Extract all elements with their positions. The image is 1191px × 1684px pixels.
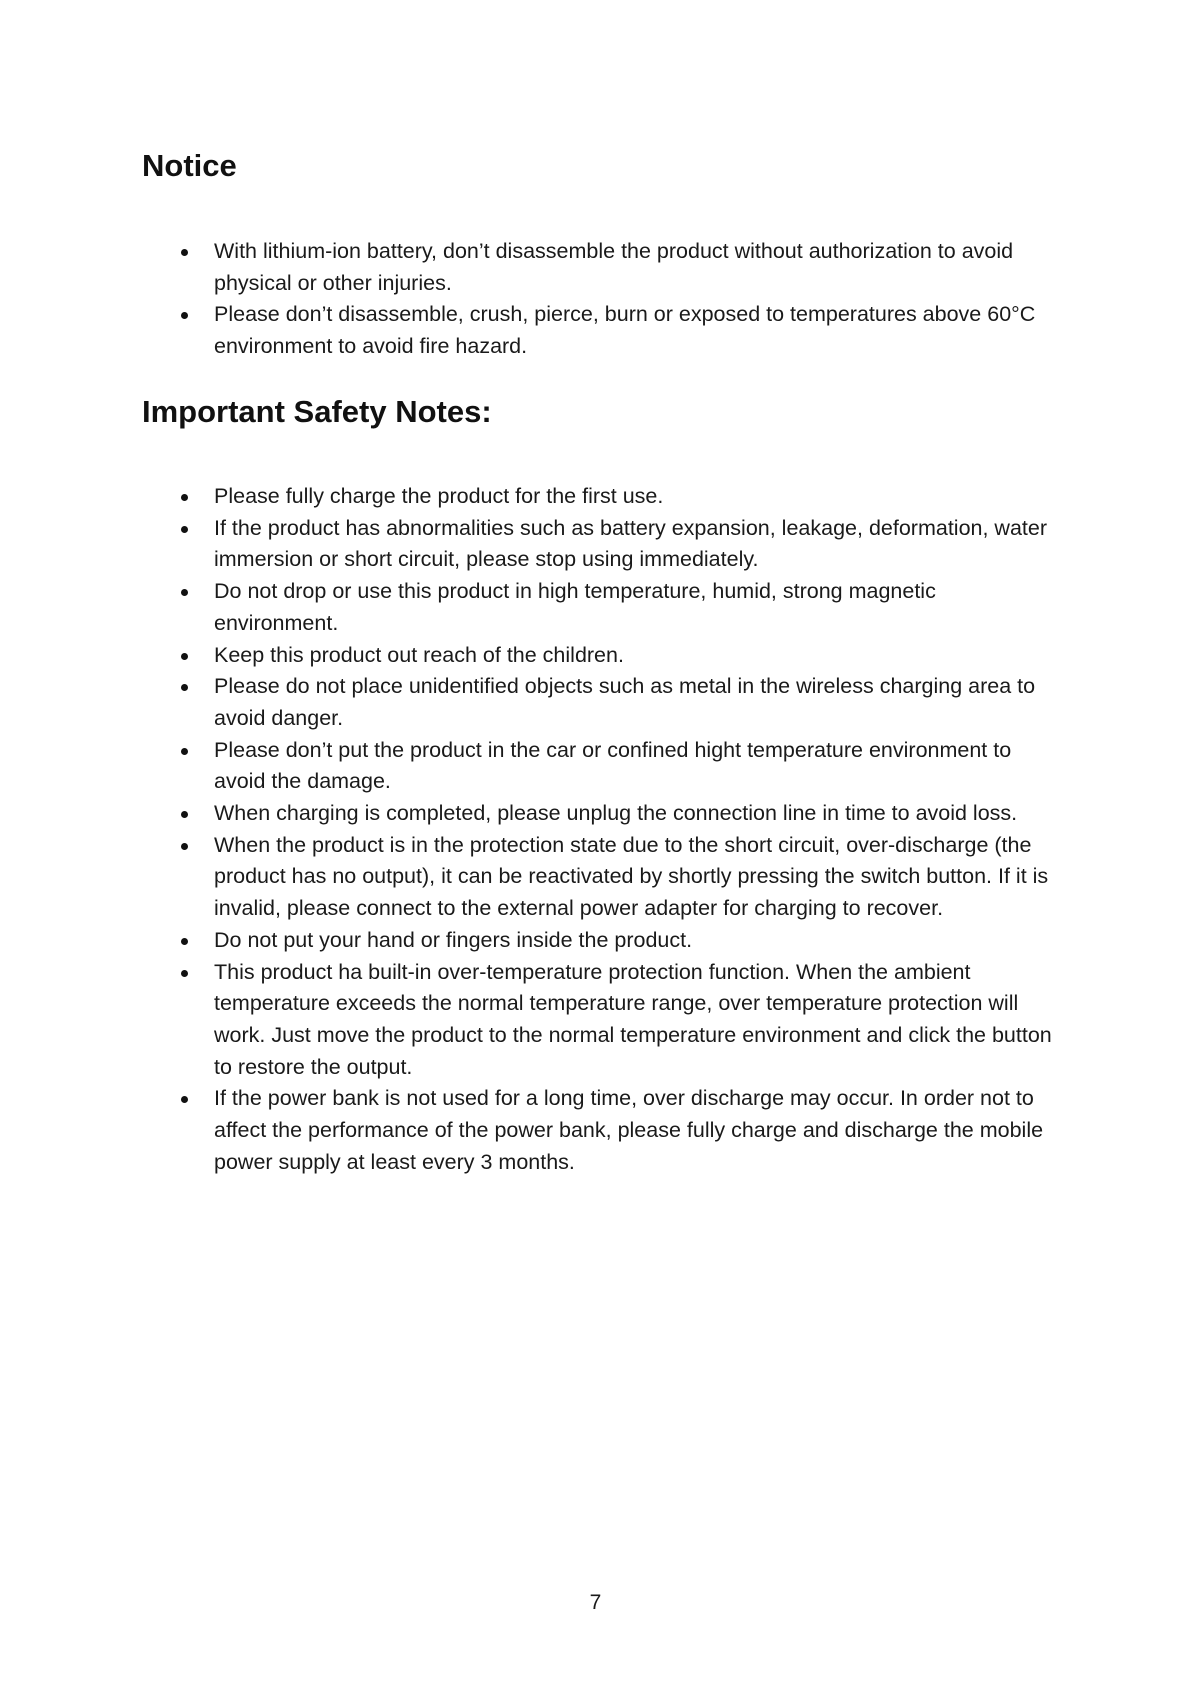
list-item: [0, 299, 1191, 362]
list-item-text: Keep this product out reach of the children.: [214, 642, 624, 667]
bullet-icon: [181, 843, 188, 850]
page-number: 7: [589, 1591, 602, 1614]
list-item-text: This product ha built-in over-temperature protection function. When the ambient temperature exceeds the normal temperature range, over temperature protection will work. Just move the product to the normal temperature environment and click the button to restore the output.: [214, 959, 1052, 1079]
list-item-text: When the product is in the protection state due to the short circuit, over-discharge (the product has no output), it can be reactivated by shortly pressing the switch button. If it is invalid, please connect to the external power adapter for charging to recover.: [214, 832, 1049, 921]
bullet-icon: [181, 312, 188, 319]
list-item-text: Please fully charge the product for the first use.: [214, 484, 664, 508]
list-item: [0, 925, 1191, 957]
bullet-icon: [181, 249, 188, 256]
list-item: [0, 576, 1191, 639]
list-item-text: If the product has abnormalities such as battery expansion, leakage, deformation, water immersion or short circuit, please stop using immediately.: [214, 515, 1047, 572]
list-item: [0, 957, 1191, 1084]
list-item: [0, 1083, 1191, 1178]
bullet-icon: [181, 684, 188, 691]
bullet-icon: [181, 1096, 188, 1103]
bullet-icon: [181, 653, 188, 660]
notice-list: [0, 236, 1191, 363]
list-item: [0, 671, 1191, 734]
list-item-text: Please don’t put the product in the car or confined hight temperature environment to avoid the damage.: [214, 737, 1012, 794]
bullet-icon: [181, 970, 188, 977]
list-item: [0, 798, 1191, 830]
list-item-text: Please do not place unidentified objects such as metal in the wireless charging area to avoid danger.: [214, 674, 1036, 730]
list-item-text: If the power bank is not used for a long time, over discharge may occur. In order not to affect the performance of the power bank, please fully charge and discharge the mobile power supply at least every 3 months.: [214, 1086, 1044, 1174]
list-item-text: Do not drop or use this product in high temperature, humid, strong magnetic environment.: [214, 579, 936, 635]
notice-heading: Notice: [142, 148, 237, 183]
list-item-text: With lithium-ion battery, don’t disassemble the product without authorization to avoid physical or other injuries.: [214, 239, 1014, 295]
list-item: [0, 236, 1191, 299]
list-item: [0, 513, 1191, 576]
list-item: [0, 830, 1191, 925]
bullet-icon: [181, 811, 188, 818]
list-item-text: When charging is completed, please unplug the connection line in time to avoid loss.: [214, 801, 1018, 826]
safety-notes-list: [0, 481, 1191, 1178]
bullet-icon: [181, 589, 188, 596]
list-item: [0, 735, 1191, 798]
list-item: [0, 481, 1191, 513]
bullet-icon: [181, 938, 188, 945]
safety-notes-heading: Important Safety Notes:: [142, 394, 492, 429]
bullet-icon: [181, 494, 188, 501]
list-item: [0, 640, 1191, 672]
bullet-icon: [181, 526, 188, 533]
list-item-text: Please don’t disassemble, crush, pierce, burn or exposed to temperatures above 60°C environment to avoid fire hazard.: [214, 302, 1036, 359]
list-item-text: Do not put your hand or fingers inside the product.: [214, 927, 693, 952]
bullet-icon: [181, 748, 188, 755]
